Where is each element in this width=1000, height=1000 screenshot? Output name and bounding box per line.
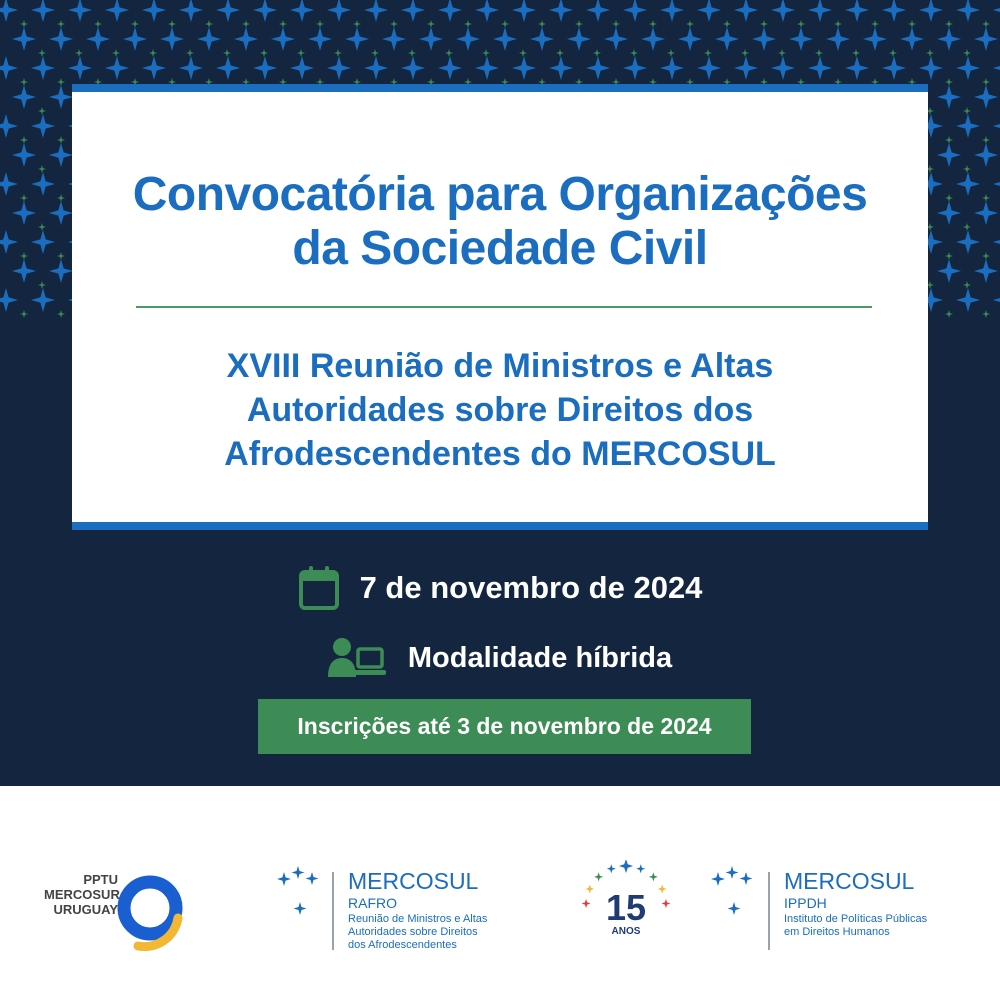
star-mark	[445, 49, 453, 57]
star-mark	[993, 288, 1000, 312]
star-mark	[919, 0, 943, 22]
anniv-star-mark	[636, 864, 645, 873]
star-mark	[512, 56, 536, 80]
star-mark	[271, 27, 295, 51]
ippdh-acronym: IPPDH	[784, 895, 827, 911]
star-mark	[57, 78, 65, 86]
star-mark	[919, 56, 943, 80]
star-mark	[845, 56, 869, 80]
star-mark	[253, 0, 277, 22]
rafro-desc-line-3: dos Afrodescendentes	[348, 939, 457, 951]
star-mark	[316, 20, 324, 28]
star-mark	[401, 0, 425, 22]
star-mark	[974, 143, 998, 167]
star-mark	[937, 201, 961, 225]
star-mark	[945, 310, 953, 318]
star-mark	[86, 27, 110, 51]
star-mark	[49, 85, 73, 109]
star-mark	[20, 252, 28, 260]
star-mark	[427, 20, 435, 28]
star-mark	[956, 230, 980, 254]
star-mark	[982, 136, 990, 144]
star-mark	[937, 259, 961, 283]
star-mark	[630, 49, 638, 57]
title-card	[72, 84, 928, 530]
star-mark	[364, 0, 388, 22]
anniv-star-mark	[619, 860, 633, 873]
star-mark	[519, 49, 527, 57]
anniv-star-mark	[594, 872, 603, 881]
star-mark	[963, 49, 971, 57]
star-mark	[308, 27, 332, 51]
star-mark	[993, 114, 1000, 138]
subtitle-line-1: XVIII Reunião de Ministros e Altas	[226, 347, 774, 385]
anniversary-number: 15	[605, 887, 647, 928]
star-mark	[216, 56, 240, 80]
star-mark	[586, 0, 610, 22]
event-date: 7 de novembro de 2024	[359, 570, 703, 605]
star-mark	[963, 281, 971, 289]
rafro-logo	[272, 866, 512, 956]
rafro-acronym: RAFRO	[348, 895, 397, 911]
star-mark	[123, 27, 147, 51]
star-mark	[234, 27, 258, 51]
star-mark	[945, 20, 953, 28]
event-mode: Modalidade híbrida	[407, 641, 673, 674]
sparkle-stars-icon	[272, 866, 332, 926]
anniv-star-mark	[607, 864, 616, 873]
star-mark	[889, 49, 897, 57]
star-mark	[715, 27, 739, 51]
star-mark	[371, 49, 379, 57]
pptu-line-2: MERCOSUR	[44, 887, 120, 902]
person-laptop-icon	[328, 637, 388, 679]
sparkle-stars-icon	[706, 866, 766, 926]
star-mark	[205, 20, 213, 28]
star-mark	[956, 0, 980, 22]
star-mark	[456, 27, 480, 51]
star-mark	[982, 252, 990, 260]
ippdh-name: MERCOSUL	[784, 868, 915, 894]
star-mark	[438, 56, 462, 80]
star-mark	[408, 49, 416, 57]
star-mark	[937, 143, 961, 167]
star-mark	[353, 20, 361, 28]
star-mark	[538, 20, 546, 28]
star-mark	[160, 27, 184, 51]
star-mark	[49, 27, 73, 51]
star-mark	[808, 56, 832, 80]
star-mark	[253, 56, 277, 80]
event-mode-row	[0, 633, 1000, 683]
star-mark	[734, 56, 758, 80]
star-mark	[826, 27, 850, 51]
star-mark	[68, 0, 92, 22]
divider-line	[332, 872, 334, 950]
star-mark	[937, 27, 961, 51]
star-mark	[105, 0, 129, 22]
star-mark	[142, 56, 166, 80]
star-mark	[982, 20, 990, 28]
star-mark	[697, 0, 721, 22]
star-mark	[31, 230, 55, 254]
star-mark	[493, 27, 517, 51]
star-mark	[327, 56, 351, 80]
rafro-description	[348, 913, 528, 952]
star-mark	[179, 0, 203, 22]
star-mark	[604, 27, 628, 51]
star-mark	[216, 0, 240, 22]
star-mark	[993, 172, 1000, 196]
star-mark	[771, 56, 795, 80]
star-mark	[760, 20, 768, 28]
star-mark	[993, 0, 1000, 22]
star-mark	[12, 259, 36, 283]
star-mark	[956, 114, 980, 138]
anniversary-15-years-logo	[572, 860, 680, 950]
star-mark	[808, 0, 832, 22]
star-mark	[149, 49, 157, 57]
title-line-1: Convocatória para Organizações	[132, 168, 868, 221]
star-mark	[815, 49, 823, 57]
ippdh-logo	[706, 866, 966, 956]
star-mark	[789, 27, 813, 51]
ippdh-description	[784, 913, 964, 939]
star-mark	[501, 20, 509, 28]
star-mark	[131, 20, 139, 28]
event-date-row	[0, 563, 1000, 613]
star-mark	[771, 0, 795, 22]
rafro-desc-line-1: Reunião de Ministros e Altas	[348, 913, 488, 925]
star-mark	[908, 20, 916, 28]
star-mark	[279, 20, 287, 28]
star-mark	[68, 56, 92, 80]
star-mark	[20, 78, 28, 86]
star-mark	[982, 194, 990, 202]
star-mark	[623, 56, 647, 80]
star-mark	[993, 230, 1000, 254]
star-mark	[567, 27, 591, 51]
star-mark	[926, 49, 934, 57]
star-mark	[38, 107, 46, 115]
footer-logos	[0, 786, 1000, 1000]
star-mark	[57, 20, 65, 28]
star-mark	[900, 27, 924, 51]
star-mark	[31, 0, 55, 22]
star-mark	[12, 143, 36, 167]
ippdh-desc-line-1: Instituto de Políticas Públicas	[784, 913, 928, 925]
star-mark	[993, 56, 1000, 80]
star-mark	[31, 172, 55, 196]
star-mark	[49, 259, 73, 283]
star-mark	[0, 230, 18, 254]
star-mark	[382, 27, 406, 51]
star-mark	[297, 49, 305, 57]
star-mark	[704, 49, 712, 57]
star-mark	[593, 49, 601, 57]
star-mark	[549, 56, 573, 80]
pptu-logo	[44, 872, 224, 952]
star-mark	[49, 201, 73, 225]
star-mark	[956, 56, 980, 80]
star-mark	[105, 56, 129, 80]
star-mark	[168, 20, 176, 28]
star-mark	[475, 56, 499, 80]
star-mark	[94, 20, 102, 28]
star-mark	[612, 20, 620, 28]
star-mark	[982, 78, 990, 86]
divider	[136, 306, 872, 308]
anniv-star-mark	[649, 872, 658, 881]
star-mark	[0, 288, 18, 312]
star-mark	[38, 49, 46, 57]
star-mark	[945, 252, 953, 260]
star-mark	[31, 288, 55, 312]
registration-deadline-text: Inscrições até 3 de novembro de 2024	[297, 713, 712, 739]
star-mark	[290, 0, 314, 22]
star-mark	[945, 136, 953, 144]
star-mark	[223, 49, 231, 57]
star-mark	[0, 114, 18, 138]
star-mark	[20, 194, 28, 202]
star-mark	[882, 56, 906, 80]
star-mark	[186, 49, 194, 57]
ippdh-desc-line-2: em Direitos Humanos	[784, 926, 890, 938]
title-line-2: da Sociedade Civil	[292, 222, 708, 275]
star-mark	[75, 49, 83, 57]
star-mark	[741, 49, 749, 57]
star-mark	[697, 56, 721, 80]
star-mark	[963, 165, 971, 173]
star-mark	[482, 49, 490, 57]
star-mark	[260, 49, 268, 57]
star-mark	[512, 0, 536, 22]
star-mark	[649, 20, 657, 28]
star-mark	[945, 78, 953, 86]
anniversary-label: ANOS	[611, 926, 641, 937]
star-mark	[845, 0, 869, 22]
star-mark	[752, 27, 776, 51]
star-mark	[290, 56, 314, 80]
star-mark	[956, 288, 980, 312]
star-mark	[937, 85, 961, 109]
star-mark	[974, 201, 998, 225]
star-mark	[778, 49, 786, 57]
star-mark	[686, 20, 694, 28]
registration-deadline-badge	[258, 699, 751, 754]
star-mark	[31, 114, 55, 138]
star-mark	[956, 172, 980, 196]
star-mark	[57, 136, 65, 144]
star-mark	[575, 20, 583, 28]
star-mark	[974, 27, 998, 51]
star-mark	[852, 49, 860, 57]
star-mark	[112, 49, 120, 57]
star-mark	[334, 49, 342, 57]
star-mark	[179, 56, 203, 80]
star-mark	[863, 27, 887, 51]
pptu-line-3: URUGUAY	[53, 902, 118, 917]
star-mark	[734, 0, 758, 22]
rafro-name: MERCOSUL	[348, 868, 479, 894]
star-mark	[197, 27, 221, 51]
calendar-icon	[298, 565, 340, 611]
star-mark	[963, 223, 971, 231]
star-mark	[12, 27, 36, 51]
star-mark	[871, 20, 879, 28]
pptu-line-1: PPTU	[83, 872, 118, 887]
star-mark	[945, 194, 953, 202]
page-title	[72, 168, 928, 276]
star-mark	[974, 85, 998, 109]
star-mark	[834, 20, 842, 28]
star-mark	[31, 56, 55, 80]
pptu-ring-icon	[116, 872, 216, 952]
star-mark	[0, 172, 18, 196]
star-mark	[641, 27, 665, 51]
star-mark	[963, 107, 971, 115]
star-mark	[390, 20, 398, 28]
subtitle-line-2: Autoridades sobre Direitos dos	[246, 391, 754, 429]
star-mark	[38, 223, 46, 231]
star-mark	[464, 20, 472, 28]
star-mark	[660, 56, 684, 80]
star-mark	[38, 165, 46, 173]
star-mark	[723, 20, 731, 28]
star-mark	[49, 143, 73, 167]
event-subtitle	[72, 344, 928, 476]
subtitle-line-3: Afrodescendentes do MERCOSUL	[224, 435, 776, 473]
star-mark	[678, 27, 702, 51]
star-mark	[0, 56, 18, 80]
rafro-desc-line-2: Autoridades sobre Direitos	[348, 926, 478, 938]
star-mark	[0, 0, 18, 22]
star-mark	[20, 136, 28, 144]
star-mark	[242, 20, 250, 28]
star-mark	[20, 310, 28, 318]
star-mark	[327, 0, 351, 22]
star-mark	[549, 0, 573, 22]
star-mark	[364, 56, 388, 80]
star-mark	[438, 0, 462, 22]
star-mark	[142, 0, 166, 22]
star-mark	[586, 56, 610, 80]
star-mark	[797, 20, 805, 28]
star-mark	[660, 0, 684, 22]
star-mark	[38, 281, 46, 289]
star-mark	[12, 201, 36, 225]
star-mark	[475, 0, 499, 22]
star-mark	[57, 194, 65, 202]
star-mark	[882, 0, 906, 22]
star-mark	[12, 85, 36, 109]
divider-line	[768, 872, 770, 950]
star-mark	[345, 27, 369, 51]
star-mark	[667, 49, 675, 57]
star-mark	[982, 310, 990, 318]
star-mark	[623, 0, 647, 22]
star-mark	[20, 20, 28, 28]
star-mark	[419, 27, 443, 51]
star-mark	[974, 259, 998, 283]
star-mark	[530, 27, 554, 51]
star-mark	[401, 56, 425, 80]
star-mark	[57, 252, 65, 260]
star-mark	[556, 49, 564, 57]
star-mark	[57, 310, 65, 318]
